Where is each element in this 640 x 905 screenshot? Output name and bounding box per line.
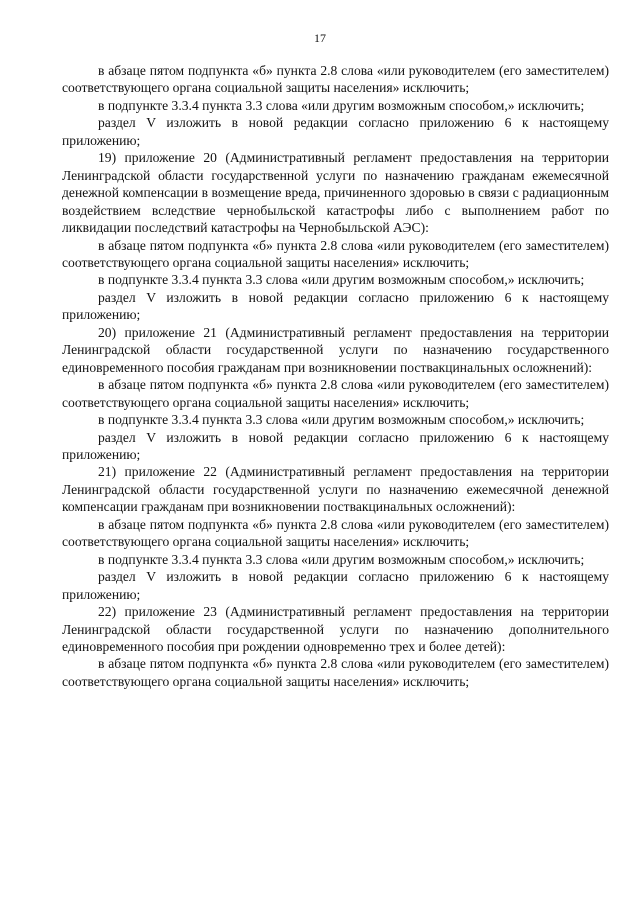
page-number: 17 [314, 31, 326, 45]
paragraph: в подпункте 3.3.4 пункта 3.3 слова «или другим возможным способом,» исключить; [98, 272, 585, 288]
paragraph: в абзаце пятом подпункта «б» пункта 2.8 слова «или руководителем (его заместителем) соответствующего органа социальной защиты населения» исключить; [62, 63, 609, 96]
paragraph: в абзаце пятом подпункта «б» пункта 2.8 слова «или руководителем (его заместителем) соответствующего органа социальной защиты населения» исключить; [62, 237, 609, 270]
paragraph: 20) приложение 21 (Административный регламент предоставления на территории Ленинградской области государственной услуги по назначению государственного единовременного пособия гражданам при возникновении поствакцинальных осложнений): [62, 324, 609, 375]
paragraph: в абзаце пятом подпункта «б» пункта 2.8 слова «или руководителем (его заместителем) соответствующего органа социальной защиты населения» исключить; [62, 656, 609, 689]
document-body [62, 62, 609, 690]
paragraph: 19) приложение 20 (Административный регламент предоставления на территории Ленинградской области государственной услуги по назначению гражданам ежемесячной денежной компенсации в возмещение вреда, причиненного здоровью в связи с радиационным воздействием вследствие чернобыльской катастрофы либо с выполнением работ по ликвидации последствий катастрофы на Чернобыльской АЭС): [62, 150, 609, 236]
paragraph: в подпункте 3.3.4 пункта 3.3 слова «или другим возможным способом,» исключить; [98, 97, 585, 113]
paragraph: 21) приложение 22 (Административный регламент предоставления на территории Ленинградской области государственной услуги по назначению ежемесячной денежной компенсации гражданам при возникновении поствакцинальных осложнений): [62, 464, 609, 515]
paragraph: в подпункте 3.3.4 пункта 3.3 слова «или другим возможным способом,» исключить; [98, 551, 585, 567]
paragraph: в абзаце пятом подпункта «б» пункта 2.8 слова «или руководителем (его заместителем) соответствующего органа социальной защиты населения» исключить; [62, 516, 609, 550]
paragraph: 22) приложение 23 (Административный регламент предоставления на территории Ленинградской области государственной услуги по назначению дополнительного единовременного пособия при рождении одновременно трех и более детей): [62, 604, 609, 654]
paragraph: раздел V изложить в новой редакции согласно приложению 6 к настоящему приложению; [62, 289, 609, 323]
paragraph: раздел V изложить в новой редакции согласно приложению 6 к настоящему приложению; [62, 429, 609, 462]
paragraph: раздел V изложить в новой редакции согласно приложению 6 к настоящему приложению; [62, 569, 609, 602]
paragraph: раздел V изложить в новой редакции согласно приложению 6 к настоящему приложению; [62, 115, 609, 148]
paragraph: в подпункте 3.3.4 пункта 3.3 слова «или другим возможным способом,» исключить; [98, 412, 585, 428]
paragraph: в абзаце пятом подпункта «б» пункта 2.8 слова «или руководителем (его заместителем) соответствующего органа социальной защиты населения» исключить; [62, 377, 609, 410]
